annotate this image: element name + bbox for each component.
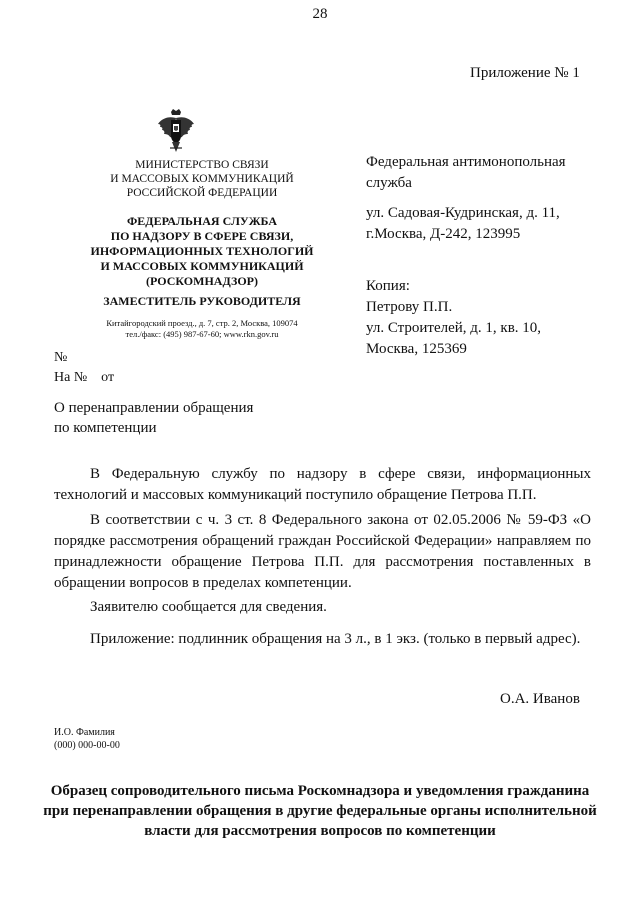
recipient-line: служба (366, 175, 412, 191)
ministry-line: И МАССОВЫХ КОММУНИКАЦИЙ (110, 173, 294, 185)
copy-line: Москва, 125369 (366, 341, 467, 357)
sender-ministry (68, 158, 336, 200)
copy-line: ул. Строителей, д. 1, кв. 10, (366, 320, 542, 336)
service-line: ИНФОРМАЦИОННЫХ ТЕХНОЛОГИЙ (90, 244, 314, 258)
russian-coat-of-arms-icon (155, 108, 197, 156)
address-line: Китайгородский проезд., д. 7, стр. 2, Москва, 109074 (106, 318, 298, 328)
recipient-address-line: ул. Садовая-Кудринская, д. 11, (366, 205, 560, 221)
body-paragraph (54, 629, 591, 650)
in-reply-to: На № от (54, 370, 115, 385)
ministry-line: МИНИСТЕРСТВО СВЯЗИ (135, 159, 269, 171)
sender-service (68, 214, 336, 289)
service-line: (РОСКОМНАДЗОР) (145, 274, 258, 288)
service-line: ПО НАДЗОРУ В СФЕРЕ СВЯЗИ, (110, 229, 294, 243)
paragraph-text: В соответствии с ч. 3 ст. 8 Федерального закона от 02.05.2006 № 59-ФЗ «О порядке рассмотрения обращений граждан Российской Федерации» направляем по принадлежности обращение Петрова П.П. для рассмотрения поставленных в обращении вопросов в пределах компетенции. (54, 512, 591, 591)
footer-caption: Образец сопроводительного письма Роскомнадзора и уведомления гражданина при перенаправлении обращения в другие федеральные органы исполнительной власти для рассмотрения вопросов по компетенции (43, 783, 597, 839)
appendix-label: Приложение № 1 (470, 65, 580, 81)
service-line: ФЕДЕРАЛЬНАЯ СЛУЖБА (127, 214, 277, 228)
subject-line: по компетенции (54, 420, 157, 436)
paragraph-text: Приложение: подлинник обращения на 3 л., в 1 экз. (только в первый адрес). (90, 631, 581, 647)
body-paragraph (54, 510, 591, 594)
executor-name: И.О. Фамилия (54, 727, 115, 738)
address-line: тел./факс: (495) 987-67-60; www.rkn.gov.ru (125, 329, 279, 339)
copy-recipient (366, 276, 541, 360)
copy-line: Петрову П.П. (366, 299, 453, 315)
executor-info (54, 726, 120, 752)
sender-position: ЗАМЕСТИТЕЛЬ РУКОВОДИТЕЛЯ (103, 294, 301, 308)
recipient-line: Федеральная антимонопольная (366, 154, 566, 170)
outgoing-number: № (54, 350, 68, 365)
service-line: И МАССОВЫХ КОММУНИКАЦИЙ (100, 259, 304, 273)
executor-phone: (000) 000-00-00 (54, 740, 120, 751)
ministry-line: РОССИЙСКОЙ ФЕДЕРАЦИИ (126, 187, 278, 199)
signer-name: О.А. Иванов (500, 691, 580, 707)
sender-address (68, 318, 336, 340)
copy-line: Копия: (366, 278, 410, 294)
paragraph-text: В Федеральную службу по надзору в сфере связи, информационных технологий и массовых коммуникаций поступило обращение Петрова П.П. (54, 466, 591, 503)
primary-recipient (366, 152, 566, 194)
recipient-address-line: г.Москва, Д-242, 123995 (366, 226, 521, 242)
body-paragraph (54, 464, 591, 506)
primary-recipient-address (366, 203, 560, 245)
body-paragraph (54, 597, 591, 618)
page-number: 28 (312, 6, 328, 22)
letter-subject (54, 398, 253, 438)
subject-line: О перенаправлении обращения (54, 400, 254, 416)
paragraph-text: Заявителю сообщается для сведения. (90, 599, 327, 615)
